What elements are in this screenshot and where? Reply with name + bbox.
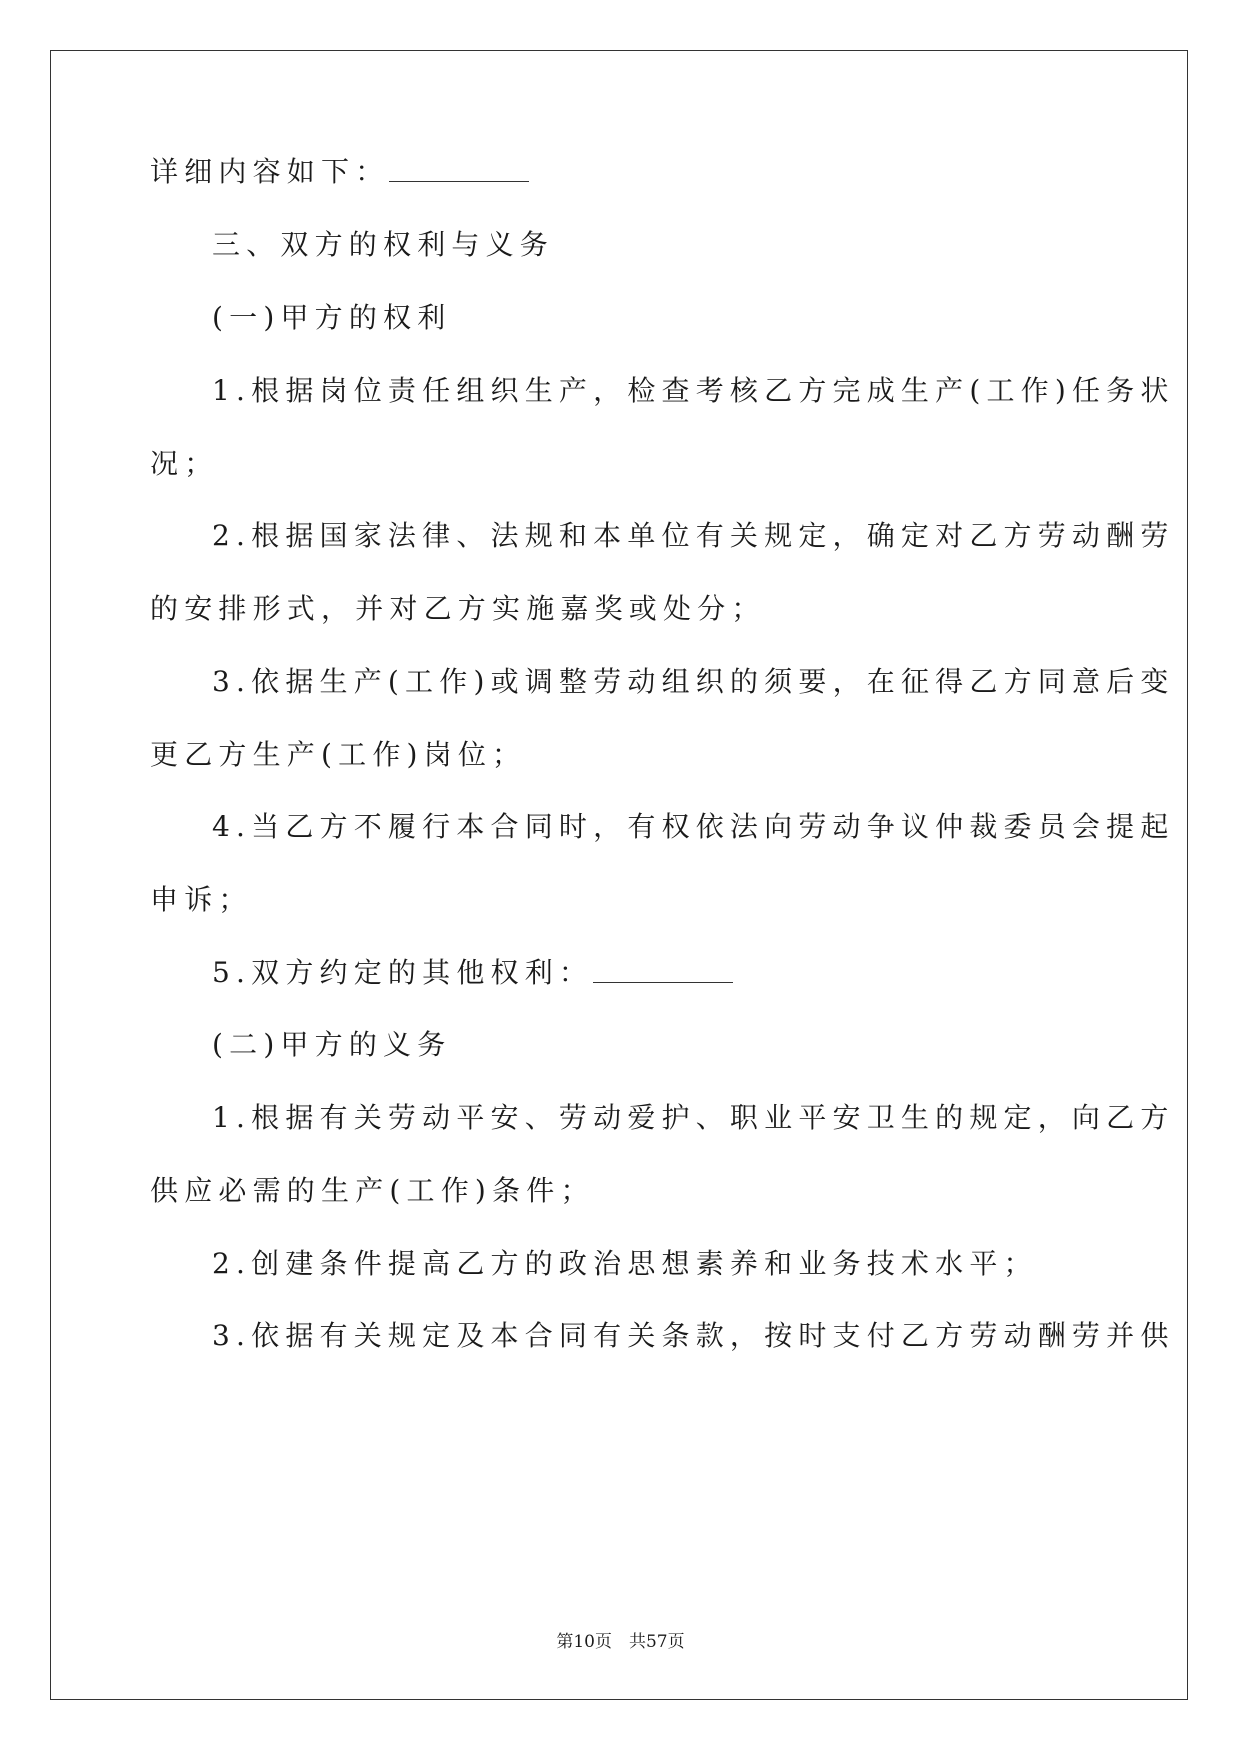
page-border <box>50 50 1188 1700</box>
text-line: 更乙方生产(工作)岗位； <box>150 738 527 771</box>
text-line: 1.根据有关劳动平安、劳动爱护、职业平安卫生的规定，向乙方 <box>212 1101 1175 1134</box>
text-line: 3.依据有关规定及本合同有关条款，按时支付乙方劳动酬劳并供 <box>212 1319 1175 1352</box>
text-line: 1.根据岗位责任组织生产，检查考核乙方完成生产(工作)任务状 <box>212 374 1175 407</box>
page-number-footer: 第10页 共57页 <box>556 1632 685 1652</box>
section-heading: 三、双方的权利与义务 <box>212 228 555 261</box>
text-line: 4.当乙方不履行本合同时，有权依法向劳动争议仲裁委员会提起 <box>212 810 1175 843</box>
subsection-heading: (一)甲方的权利 <box>212 301 452 334</box>
text-line: 2.根据国家法律、法规和本单位有关规定，确定对乙方劳动酬劳 <box>212 519 1175 552</box>
text-line: 的安排形式，并对乙方实施嘉奖或处分； <box>150 592 766 625</box>
subsection-heading: (二)甲方的义务 <box>212 1028 452 1061</box>
text-line: 详细内容如下： <box>150 158 529 186</box>
text-line: 2.创建条件提高乙方的政治思想素养和业务技术水平； <box>212 1247 1038 1280</box>
text-line: 5.双方约定的其他权利： <box>212 959 733 987</box>
text-line: 况； <box>150 447 219 480</box>
fill-in-blank <box>593 980 733 983</box>
text-line: 申诉； <box>150 883 253 916</box>
text-line: 3.依据生产(工作)或调整劳动组织的须要，在征得乙方同意后变 <box>212 665 1175 698</box>
fill-in-blank <box>389 179 529 182</box>
text-line: 供应必需的生产(工作)条件； <box>150 1174 595 1207</box>
